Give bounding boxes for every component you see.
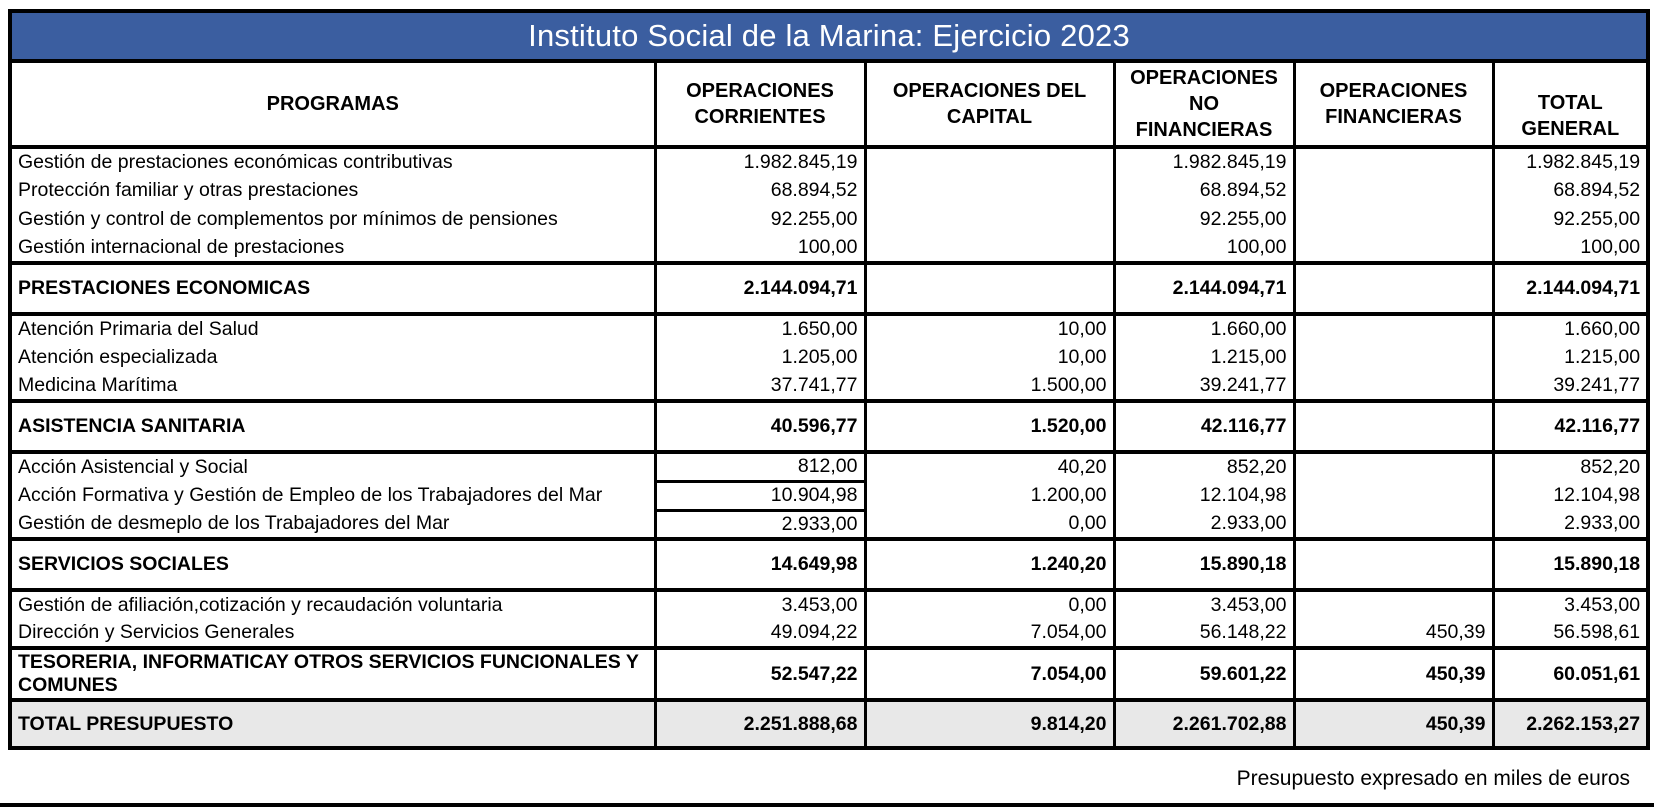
- value-cell: [1294, 510, 1493, 539]
- program-label: TESORERIA, INFORMATICAY OTROS SERVICIOS FUNCIONALES Y COMUNES: [10, 648, 655, 700]
- value-cell: 56.148,22: [1114, 619, 1294, 648]
- value-cell: 3.453,00: [655, 590, 865, 619]
- value-cell: 2.262.153,27: [1493, 700, 1648, 748]
- value-cell: 12.104,98: [1493, 481, 1648, 510]
- value-cell: 40.596,77: [655, 401, 865, 452]
- value-cell: [1294, 147, 1493, 176]
- value-cell: 2.933,00: [1114, 510, 1294, 539]
- value-cell: [1294, 372, 1493, 401]
- value-cell: 2.144.094,71: [1114, 263, 1294, 314]
- value-cell: 100,00: [1493, 234, 1648, 263]
- table-row: [10, 234, 1648, 263]
- program-label: PRESTACIONES ECONOMICAS: [10, 263, 655, 314]
- table-row: [10, 452, 1648, 481]
- value-cell: 2.251.888,68: [655, 700, 865, 748]
- program-label: Atención Primaria del Salud: [10, 314, 655, 343]
- value-cell: 1.215,00: [1114, 343, 1294, 372]
- value-cell: 852,20: [1114, 452, 1294, 481]
- value-cell: 92.255,00: [655, 205, 865, 234]
- table-row: [10, 343, 1648, 372]
- table-body: [10, 147, 1648, 748]
- value-cell: 100,00: [655, 234, 865, 263]
- program-label: Gestión de desmeplo de los Trabajadores del Mar: [10, 510, 655, 539]
- table-row: [10, 510, 1648, 539]
- value-cell: 42.116,77: [1493, 401, 1648, 452]
- program-label: ASISTENCIA SANITARIA: [10, 401, 655, 452]
- value-cell: 450,39: [1294, 619, 1493, 648]
- program-label: Gestión y control de complementos por mínimos de pensiones: [10, 205, 655, 234]
- value-cell: [865, 176, 1114, 205]
- value-cell: [865, 263, 1114, 314]
- value-cell: 2.933,00: [655, 510, 865, 539]
- value-cell: 3.453,00: [1114, 590, 1294, 619]
- value-cell: 40,20: [865, 452, 1114, 481]
- value-cell: 2.144.094,71: [1493, 263, 1648, 314]
- table-row: [10, 590, 1648, 619]
- value-cell: 37.741,77: [655, 372, 865, 401]
- value-cell: 68.894,52: [1493, 176, 1648, 205]
- value-cell: 14.649,98: [655, 539, 865, 590]
- value-cell: 1.215,00: [1493, 343, 1648, 372]
- value-cell: 92.255,00: [1493, 205, 1648, 234]
- table-row: [10, 314, 1648, 343]
- value-cell: 3.453,00: [1493, 590, 1648, 619]
- value-cell: [1294, 263, 1493, 314]
- program-label: Acción Formativa y Gestión de Empleo de los Trabajadores del Mar: [10, 481, 655, 510]
- total-row: [10, 700, 1648, 748]
- subtotal-row: [10, 648, 1648, 700]
- value-cell: 92.255,00: [1114, 205, 1294, 234]
- value-cell: 2.144.094,71: [655, 263, 865, 314]
- value-cell: 10.904,98: [655, 481, 865, 510]
- budget-sheet: [0, 9, 1654, 809]
- value-cell: [1294, 590, 1493, 619]
- table-row: [10, 205, 1648, 234]
- table-row: [10, 147, 1648, 176]
- value-cell: 7.054,00: [865, 619, 1114, 648]
- value-cell: 9.814,20: [865, 700, 1114, 748]
- value-cell: 1.982.845,19: [1493, 147, 1648, 176]
- value-cell: [865, 234, 1114, 263]
- page-title: Instituto Social de la Marina: Ejercicio 2023: [10, 11, 1648, 61]
- value-cell: 39.241,77: [1493, 372, 1648, 401]
- value-cell: 812,00: [655, 452, 865, 481]
- value-cell: [1294, 205, 1493, 234]
- program-label: Acción Asistencial y Social: [10, 452, 655, 481]
- value-cell: [865, 205, 1114, 234]
- value-cell: 0,00: [865, 510, 1114, 539]
- value-cell: 68.894,52: [655, 176, 865, 205]
- value-cell: 450,39: [1294, 700, 1493, 748]
- value-cell: [1294, 452, 1493, 481]
- value-cell: [1294, 539, 1493, 590]
- program-label: Dirección y Servicios Generales: [10, 619, 655, 648]
- value-cell: 52.547,22: [655, 648, 865, 700]
- program-label: Gestión internacional de prestaciones: [10, 234, 655, 263]
- value-cell: 1.982.845,19: [1114, 147, 1294, 176]
- value-cell: 1.200,00: [865, 481, 1114, 510]
- value-cell: 49.094,22: [655, 619, 865, 648]
- value-cell: 100,00: [1114, 234, 1294, 263]
- column-header-operaciones-no-financieras: OPERACIONES NO FINANCIERAS: [1114, 61, 1294, 147]
- bottom-divider: [0, 803, 1654, 807]
- table-row: [10, 481, 1648, 510]
- column-header-operaciones-corrientes: OPERACIONES CORRIENTES: [655, 61, 865, 147]
- value-cell: 0,00: [865, 590, 1114, 619]
- value-cell: 1.660,00: [1493, 314, 1648, 343]
- value-cell: 39.241,77: [1114, 372, 1294, 401]
- table-row: [10, 372, 1648, 401]
- title-bar: [10, 11, 1648, 61]
- budget-table: [8, 9, 1650, 750]
- value-cell: 450,39: [1294, 648, 1493, 700]
- value-cell: 2.933,00: [1493, 510, 1648, 539]
- value-cell: 10,00: [865, 314, 1114, 343]
- table-row: [10, 176, 1648, 205]
- value-cell: [1294, 343, 1493, 372]
- program-label: Protección familiar y otras prestaciones: [10, 176, 655, 205]
- program-label: Atención especializada: [10, 343, 655, 372]
- value-cell: 1.982.845,19: [655, 147, 865, 176]
- header-row: [10, 61, 1648, 147]
- value-cell: 10,00: [865, 343, 1114, 372]
- value-cell: [1294, 481, 1493, 510]
- value-cell: 1.650,00: [655, 314, 865, 343]
- subtotal-row: [10, 401, 1648, 452]
- program-label: Medicina Marítima: [10, 372, 655, 401]
- value-cell: 1.240,20: [865, 539, 1114, 590]
- program-label: TOTAL PRESUPUESTO: [10, 700, 655, 748]
- value-cell: 1.660,00: [1114, 314, 1294, 343]
- value-cell: [1294, 234, 1493, 263]
- value-cell: 60.051,61: [1493, 648, 1648, 700]
- value-cell: 852,20: [1493, 452, 1648, 481]
- program-label: Gestión de afiliación,cotización y recaudación voluntaria: [10, 590, 655, 619]
- value-cell: [1294, 176, 1493, 205]
- column-header-total-general: TOTAL GENERAL: [1493, 61, 1648, 147]
- value-cell: [1294, 314, 1493, 343]
- subtotal-row: [10, 263, 1648, 314]
- value-cell: 7.054,00: [865, 648, 1114, 700]
- column-header-operaciones-financieras: OPERACIONES FINANCIERAS: [1294, 61, 1493, 147]
- value-cell: [865, 147, 1114, 176]
- value-cell: 1.520,00: [865, 401, 1114, 452]
- value-cell: 56.598,61: [1493, 619, 1648, 648]
- value-cell: 2.261.702,88: [1114, 700, 1294, 748]
- subtotal-row: [10, 539, 1648, 590]
- value-cell: 1.205,00: [655, 343, 865, 372]
- footnote: Presupuesto expresado en miles de euros: [1236, 767, 1630, 790]
- value-cell: 68.894,52: [1114, 176, 1294, 205]
- value-cell: 15.890,18: [1493, 539, 1648, 590]
- value-cell: 42.116,77: [1114, 401, 1294, 452]
- program-label: SERVICIOS SOCIALES: [10, 539, 655, 590]
- value-cell: [1294, 401, 1493, 452]
- program-label: Gestión de prestaciones económicas contributivas: [10, 147, 655, 176]
- value-cell: 15.890,18: [1114, 539, 1294, 590]
- value-cell: 12.104,98: [1114, 481, 1294, 510]
- table-row: [10, 619, 1648, 648]
- column-header-operaciones-del-capital: OPERACIONES DEL CAPITAL: [865, 61, 1114, 147]
- value-cell: 1.500,00: [865, 372, 1114, 401]
- value-cell: 59.601,22: [1114, 648, 1294, 700]
- column-header-programas: PROGRAMAS: [10, 61, 655, 147]
